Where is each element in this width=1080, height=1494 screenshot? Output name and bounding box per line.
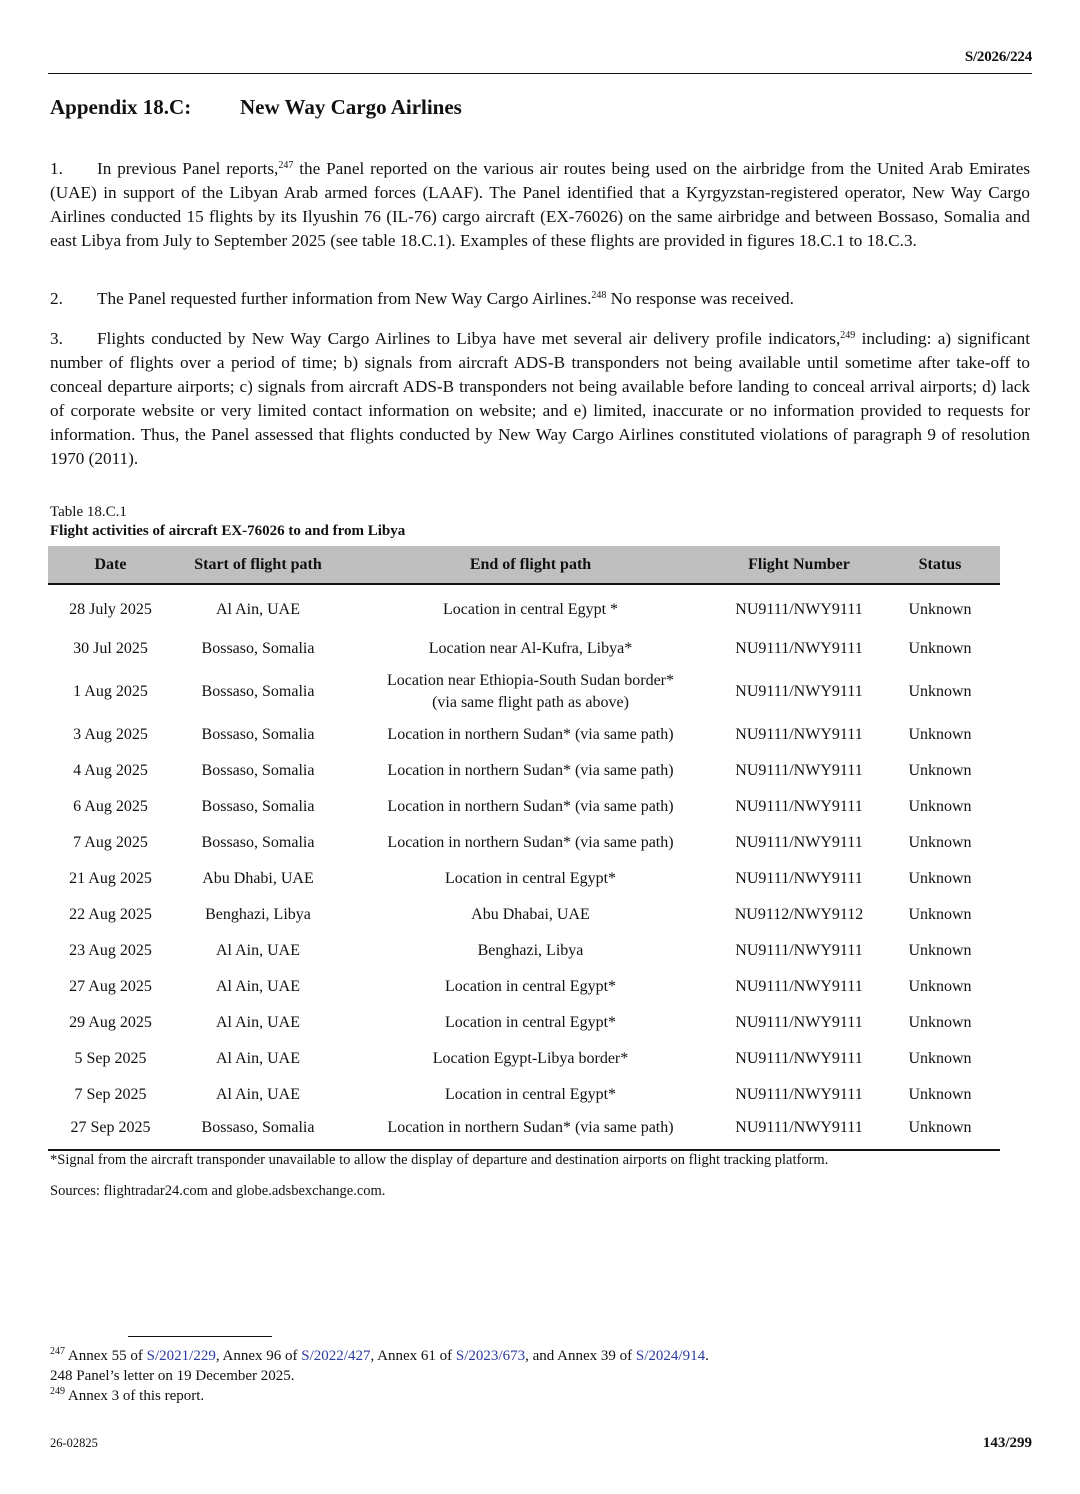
cell-status: Unknown [908, 726, 972, 743]
document-symbol: S/2026/224 [964, 49, 1032, 65]
cell-date: 22 Aug 2025 [69, 906, 152, 923]
table-row [48, 584, 1000, 631]
footnote-ref-247[interactable]: 247 [278, 160, 294, 171]
document-link[interactable]: S/2024/914 [635, 1348, 706, 1364]
cell-flight-number: NU9111/NWY9111 [735, 1014, 863, 1031]
column-header-end: End of flight path [343, 546, 718, 584]
paragraph-text: including: a) significant number of flights over a period of time; b) signals from aircraft ADS-B transponders not being available until sometime after take-off to conceal departure airports; c) signals from aircraft ADS-B transponders not being available before landing to conceal arrival airports; d) lack of corporate website or very limited contact information on website; and e) limited, inaccurate or no information provided to requests for information. Thus, the Panel assessed that flights conducted by New Way Cargo Airlines constituted violations of paragraph 9 of resolution 1970 (2011). [50, 329, 1031, 468]
footnote-text: Annex 55 of [65, 1348, 147, 1364]
cell-date: 1 Aug 2025 [73, 683, 148, 700]
footnote-248: 248 Panel’s letter on 19 December 2025. [50, 1368, 295, 1384]
cell-end: Benghazi, Libya [477, 942, 584, 959]
cell-flight-number: NU9111/NWY9111 [735, 762, 863, 779]
cell-flight-number: NU9111/NWY9111 [735, 798, 863, 815]
cell-date: 28 July 2025 [69, 601, 152, 618]
footnote-separator [128, 1336, 272, 1337]
cell-end: Location in northern Sudan* (via same path) [387, 798, 674, 815]
footnote-ref-248[interactable]: 248 [591, 290, 607, 301]
cell-end: Location near Al-Kufra, Libya* [428, 640, 633, 657]
column-header-start: Start of flight path [173, 546, 343, 584]
cell-start: Bossaso, Somalia [173, 1113, 343, 1150]
cell-flight-number: NU9111/NWY9111 [735, 942, 863, 959]
cell-status: Unknown [908, 683, 972, 700]
footnote-247 [50, 1346, 709, 1366]
table-row [48, 933, 1000, 969]
cell-start: Al Ain, UAE [216, 942, 300, 959]
footnote-text: , and Annex 39 of [525, 1348, 636, 1364]
footnote-number: 247 [50, 1346, 65, 1357]
cell-flight-number: NU9111/NWY9111 [735, 978, 863, 995]
cell-flight-number: NU9111/NWY9111 [735, 834, 863, 851]
cell-status: Unknown [908, 762, 972, 779]
cell-start: Bossaso, Somalia [201, 834, 315, 851]
appendix-name: New Way Cargo Airlines [240, 95, 462, 119]
cell-start: Al Ain, UAE [216, 1086, 300, 1103]
table-row [48, 1077, 1000, 1113]
cell-flight-number: NU9111/NWY9111 [735, 1086, 863, 1103]
cell-start: Bossaso, Somalia [201, 640, 315, 657]
cell-start: Bossaso, Somalia [201, 726, 315, 743]
cell-date: 27 Sep 2025 [48, 1113, 173, 1150]
paragraph-text: No response was received. [606, 289, 794, 308]
table-row [48, 969, 1000, 1005]
cell-end: Location in northern Sudan* (via same path) [387, 726, 674, 743]
cell-status: Unknown [908, 640, 972, 657]
table-row [48, 825, 1000, 861]
cell-start: Al Ain, UAE [216, 601, 300, 618]
cell-date: 7 Aug 2025 [73, 834, 148, 851]
header-rule [48, 73, 1032, 74]
cell-date: 23 Aug 2025 [69, 942, 152, 959]
cell-start: Benghazi, Libya [205, 906, 311, 923]
cell-status: Unknown [908, 798, 972, 815]
table-row [48, 667, 1000, 717]
table-row [48, 1041, 1000, 1077]
document-code: 26-02825 [50, 1436, 98, 1450]
cell-end: Location in northern Sudan* (via same path) [387, 762, 674, 779]
paragraph-number: 3. [50, 329, 63, 348]
cell-end: Location in northern Sudan* (via same path) [343, 1113, 718, 1150]
cell-flight-number: NU9111/NWY9111 [735, 683, 863, 700]
document-link[interactable]: S/2023/673 [455, 1348, 526, 1364]
table-row [48, 1005, 1000, 1041]
cell-status: Unknown [908, 1050, 972, 1067]
page-number: 143/299 [982, 1435, 1032, 1451]
cell-flight-number: NU9111/NWY9111 [735, 601, 863, 618]
document-link[interactable]: S/2021/229 [146, 1348, 216, 1364]
paragraph-number: 1. [50, 159, 63, 178]
cell-end-line-2: (via same flight path as above) [432, 694, 629, 711]
footnotes [50, 1346, 709, 1406]
cell-end: Location in central Egypt* [444, 1086, 617, 1103]
cell-end: Location in central Egypt * [442, 601, 619, 618]
footnote-249 [50, 1386, 709, 1406]
cell-start: Al Ain, UAE [216, 1050, 300, 1067]
cell-end: Location in central Egypt* [444, 978, 617, 995]
cell-flight-number: NU9111/NWY9111 [718, 1113, 880, 1150]
cell-status: Unknown [880, 1113, 1000, 1150]
cell-status: Unknown [908, 978, 972, 995]
table-header-row [48, 546, 1000, 584]
footnote-number: 249 [50, 1386, 65, 1397]
flight-activities-table [48, 546, 1000, 1151]
cell-date: 30 Jul 2025 [73, 640, 148, 657]
cell-end: Location near Ethiopia-South Sudan border* (via same flight path as above) [343, 667, 718, 717]
cell-flight-number: NU9111/NWY9111 [735, 640, 863, 657]
cell-end: Location in northern Sudan* (via same path) [387, 834, 674, 851]
cell-date: 21 Aug 2025 [69, 870, 152, 887]
cell-flight-number: NU9111/NWY9111 [735, 870, 863, 887]
footnote-ref-249[interactable]: 249 [840, 330, 856, 341]
cell-start: Al Ain, UAE [216, 1014, 300, 1031]
column-header-flight-number: Flight Number [718, 546, 880, 584]
cell-start: Bossaso, Somalia [201, 762, 315, 779]
cell-status: Unknown [908, 870, 972, 887]
column-header-status: Status [880, 546, 1000, 584]
cell-flight-number: NU9111/NWY9111 [735, 726, 863, 743]
paragraph-3 [50, 327, 1030, 471]
table-row [48, 717, 1000, 753]
table-row [48, 897, 1000, 933]
table-caption: Table 18.C.1 [50, 504, 127, 520]
footnote-text: , Annex 61 of [370, 1348, 456, 1364]
cell-date: 7 Sep 2025 [74, 1086, 147, 1103]
table-sources: Sources: flightradar24.com and globe.adsbexchange.com. [50, 1183, 386, 1199]
cell-date: 6 Aug 2025 [73, 798, 148, 815]
table-row [48, 861, 1000, 897]
table-row [48, 789, 1000, 825]
document-link[interactable]: S/2022/427 [301, 1348, 371, 1364]
cell-date: 5 Sep 2025 [74, 1050, 147, 1067]
cell-date: 3 Aug 2025 [73, 726, 148, 743]
table-footnote: *Signal from the aircraft transponder unavailable to allow the display of departure and destination airports on flight tracking platform. [50, 1152, 829, 1168]
cell-date: 27 Aug 2025 [69, 978, 152, 995]
table-row [48, 631, 1000, 667]
table-row [48, 1113, 1000, 1150]
appendix-label: Appendix 18.C: [50, 95, 192, 119]
cell-start: Al Ain, UAE [216, 978, 300, 995]
cell-status: Unknown [908, 834, 972, 851]
footnote-text: , Annex 96 of [215, 1348, 302, 1364]
cell-start: Abu Dhabi, UAE [202, 870, 314, 887]
cell-start: Bossaso, Somalia [201, 683, 315, 700]
table-row [48, 753, 1000, 789]
cell-status: Unknown [908, 1014, 972, 1031]
appendix-title [50, 95, 462, 120]
cell-date: 4 Aug 2025 [73, 762, 148, 779]
cell-status: Unknown [908, 942, 972, 959]
paragraph-text: Flights conducted by New Way Cargo Airlines to Libya have met several air delivery profile indicators, [97, 329, 841, 348]
cell-flight-number: NU9112/NWY9112 [734, 906, 864, 923]
paragraph-number: 2. [50, 289, 63, 308]
paragraph-text: The Panel requested further information from New Way Cargo Airlines. [97, 289, 592, 308]
footnote-text: . [705, 1348, 709, 1364]
paragraph-text: In previous Panel reports, [97, 159, 279, 178]
cell-end: Abu Dhabai, UAE [471, 906, 590, 923]
cell-flight-number: NU9111/NWY9111 [735, 1050, 863, 1067]
cell-status: Unknown [908, 601, 972, 618]
paragraph-2 [50, 287, 1030, 311]
cell-start: Bossaso, Somalia [201, 798, 315, 815]
cell-status: Unknown [908, 906, 972, 923]
cell-status: Unknown [908, 1086, 972, 1103]
cell-end: Location Egypt-Libya border* [432, 1050, 629, 1067]
paragraph-1 [50, 157, 1030, 253]
table-title: Flight activities of aircraft EX-76026 to and from Libya [50, 523, 406, 539]
cell-date: 29 Aug 2025 [69, 1014, 152, 1031]
column-header-date: Date [48, 546, 173, 584]
cell-end: Location in central Egypt* [444, 1014, 617, 1031]
footnote-text: Annex 3 of this report. [65, 1388, 205, 1404]
paragraph-text: the Panel reported on the various air routes being used on the airbridge from the United Arab Emirates (UAE) in support of the Libyan Arab armed forces (LAAF). The Panel identified that a Kyrgyzstan-registered operator, New Way Cargo Airlines conducted 15 flights by its Ilyushin 76 (IL-76) cargo aircraft (EX-76026) on the same airbridge and between Bossaso, Somalia and east Libya from July to September 2025 (see table 18.C.1). Examples of these flights are provided in figures 18.C.1 to 18.C.3. [50, 159, 1031, 250]
cell-end: Location in central Egypt* [444, 870, 617, 887]
